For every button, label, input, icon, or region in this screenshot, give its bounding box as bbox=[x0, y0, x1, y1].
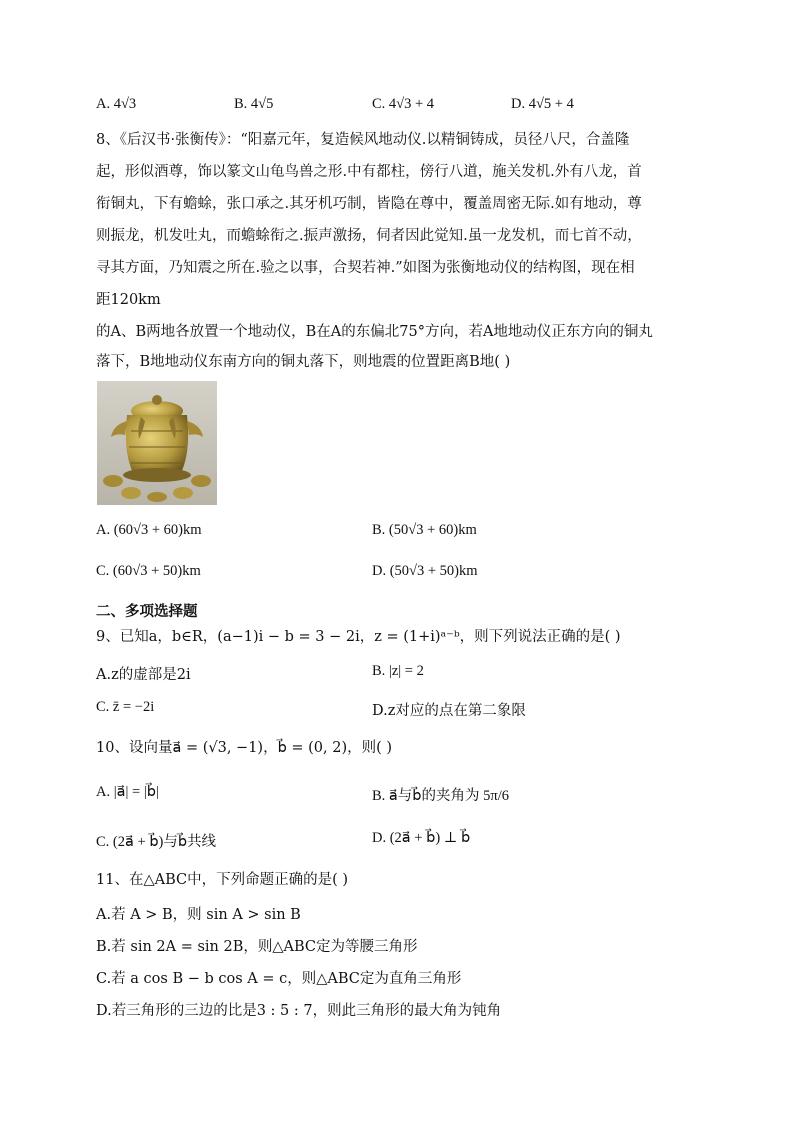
seismograph-drawing bbox=[97, 381, 217, 505]
q8-stem-line: 寻其方面，乃知震之所在.验之以事，合契若神.”如图为张衡地动仪的结构图，现在相 bbox=[96, 260, 635, 276]
q8-stem-line: 起，形似酒尊，饰以篆文山龟鸟兽之形.中有都柱，傍行八道，施关发机.外有八龙，首 bbox=[96, 164, 642, 180]
q10-stem: 10、设向量a⃗ = (√3, −1)，b⃗ = (0, 2)，则( ) bbox=[96, 740, 393, 756]
q8-stem-line: 8、《后汉书·张衡传》：“阳嘉元年，复造候风地动仪.以精铜铸成，员径八尺，合盖隆 bbox=[96, 132, 630, 148]
q10-option-a: A. |a⃗| = |b⃗| bbox=[96, 784, 159, 800]
section-title: 二、多项选择题 bbox=[96, 603, 198, 620]
q10-option-b: B. a⃗与b⃗的夹角为 5π/6 bbox=[372, 788, 509, 804]
q8-option-a: A. (60√3 + 60)km bbox=[96, 522, 202, 538]
q7-option-d: D. 4√5 + 4 bbox=[511, 96, 574, 112]
q9-stem: 9、已知a，b∈R，(a−1)i − b = 3 − 2i，z = (1+i)ᵃ⁻ᵇ，则下列说法正确的是( ) bbox=[96, 629, 621, 645]
q7-option-b: B. 4√5 bbox=[234, 96, 274, 112]
q9-option-b: B. |z| = 2 bbox=[372, 663, 424, 679]
q9-option-a: A.z的虚部是2i bbox=[96, 667, 191, 683]
q8-stem-line: 落下，B地地动仪东南方向的铜丸落下，则地震的位置距离B地( ) bbox=[96, 354, 511, 370]
q8-option-b: B. (50√3 + 60)km bbox=[372, 522, 477, 538]
q8-option-d: D. (50√3 + 50)km bbox=[372, 563, 478, 579]
q8-stem-line: 则振龙，机发吐丸，而蟾蜍衔之.振声激扬，伺者因此觉知.虽一龙发机，而七首不动， bbox=[96, 228, 642, 244]
q9-option-d: D.z对应的点在第二象限 bbox=[372, 703, 526, 719]
q11-stem: 11、在△ABC中，下列命题正确的是( ) bbox=[96, 872, 349, 888]
q7-option-c: C. 4√3 + 4 bbox=[372, 96, 435, 112]
q11-option-d: D.若三角形的三边的比是3 : 5 : 7，则此三角形的最大角为钝角 bbox=[96, 1003, 502, 1019]
q8-stem-line: 衔铜丸，下有蟾蜍，张口承之.其牙机巧制，皆隐在尊中，覆盖周密无际.如有地动，尊 bbox=[96, 196, 642, 212]
seismograph-image bbox=[97, 381, 217, 505]
q11-option-a: A.若 A > B，则 sin A > sin B bbox=[96, 907, 301, 923]
q8-stem-line: 距120km bbox=[96, 292, 161, 308]
q7-option-a: A. 4√3 bbox=[96, 96, 137, 112]
q11-option-c: C.若 a cos B − b cos A = c，则△ABC定为直角三角形 bbox=[96, 971, 462, 987]
q10-option-c: C. (2a⃗ + b⃗)与b⃗共线 bbox=[96, 834, 217, 850]
q8-stem-line: 的A、B两地各放置一个地动仪，B在A的东偏北75°方向，若A地地动仪正东方向的铜丸 bbox=[96, 324, 653, 340]
q9-option-c: C. z̄ = −2i bbox=[96, 699, 155, 715]
q8-option-c: C. (60√3 + 50)km bbox=[96, 563, 201, 579]
q11-option-b: B.若 sin 2A = sin 2B，则△ABC定为等腰三角形 bbox=[96, 939, 418, 955]
q10-option-d: D. (2a⃗ + b⃗) ⊥ b⃗ bbox=[372, 830, 471, 846]
